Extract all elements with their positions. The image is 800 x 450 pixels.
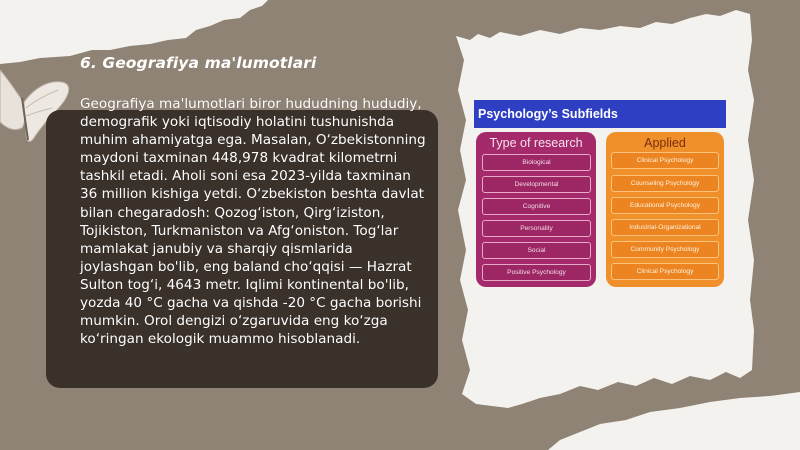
- applied-header: Applied: [644, 136, 686, 150]
- research-item: Developmental: [482, 176, 591, 193]
- research-types-panel: [476, 132, 596, 287]
- applied-item: Industrial-Organizational: [611, 219, 719, 236]
- research-item: Biological: [482, 154, 591, 171]
- applied-item: Community Psychology: [611, 241, 719, 258]
- research-item: Personality: [482, 220, 591, 237]
- slide-heading: 6. Geografiya ma'lumotlari: [80, 54, 317, 72]
- applied-panel: [606, 132, 724, 287]
- applied-item: Clinical Psychology: [611, 263, 719, 280]
- research-item: Cognitive: [482, 198, 591, 215]
- applied-item: Educational Psychology: [611, 197, 719, 214]
- psychology-subfields-diagram: [474, 100, 726, 290]
- diagram-title: Psychology’s Subfields: [474, 100, 726, 128]
- research-item: Social: [482, 242, 591, 259]
- torn-paper-bottom-right: [548, 392, 800, 450]
- applied-item: Clinical Psychology: [611, 152, 719, 169]
- research-item: Positive Psychology: [482, 264, 591, 281]
- applied-item: Counseling Psychology: [611, 175, 719, 192]
- slide-body-text: Geografiya ma'lumotlari biror hududning hududiy, demografik yoki iqtisodiy holatini tushunishda muhim ahamiyatga ega. Masalan, O‘zbekistonning maydoni taxminan 448,978 kvadrat kilometrni tashkil etadi. Aholi soni esa 2023-yilda taxminan 36 million kishiga yetdi. O‘zbekiston beshta davlat bilan chegaradosh: Qozog‘iston, Qirg‘iziston, Tojikiston, Turkmaniston va Afg‘oniston. Tog‘lar mamlakat janubiy va sharqiy qismlarida joylashgan bo'lib, eng baland cho‘qqisi — Hazrat Sulton tog‘i, 4643 metr. Iqlimi kontinental bo'lib, yozda 40 °C gacha va qishda -20 °C gacha borishi mumkin. Orol dengizi o‘zgaruvida eng ko‘zga ko‘ringan ekologik muammo hisoblanadi.: [80, 96, 426, 348]
- research-types-header: Type of research: [489, 136, 583, 150]
